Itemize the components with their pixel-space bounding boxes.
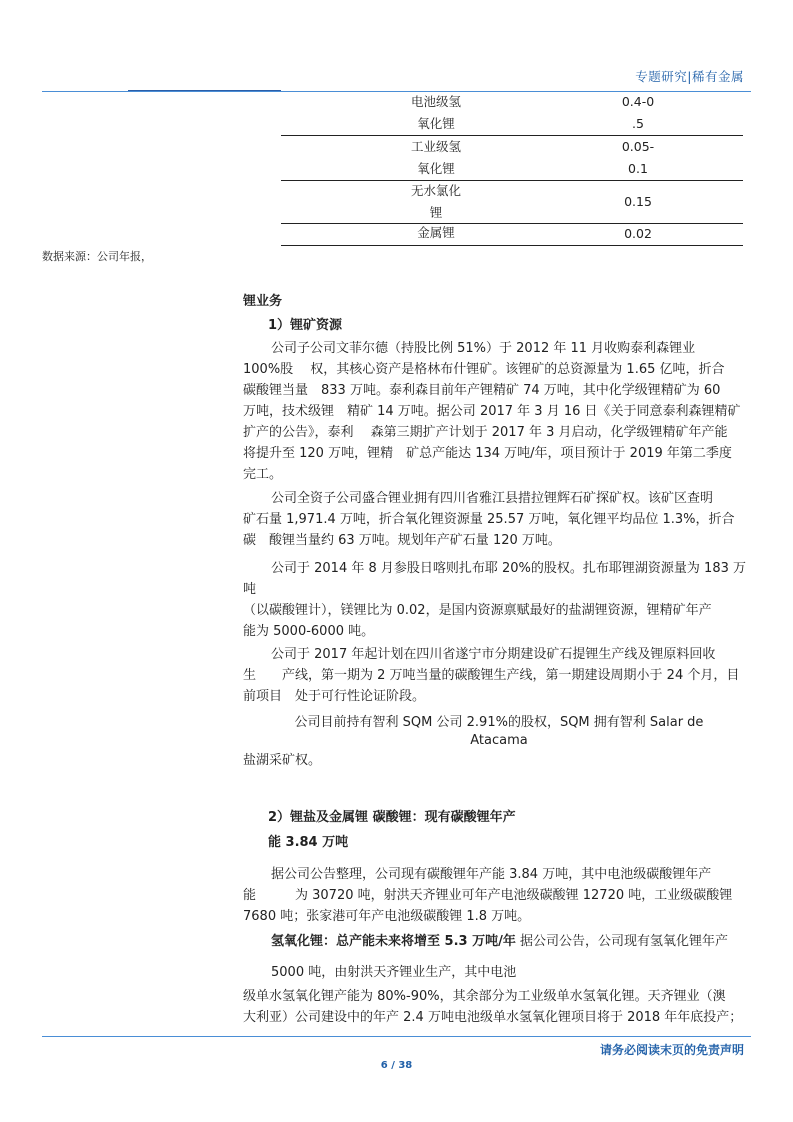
paragraph-hydroxide: 氢氧化锂：总产能未来将增至 5.3 万吨/年 据公司公告，公司现有氢氧化锂年产: [271, 934, 728, 949]
table-bottom-rule: [281, 245, 743, 246]
table-cell-product: 电池级氢 氧化锂: [410, 94, 461, 131]
section-heading: 锂业务: [243, 294, 283, 309]
paragraph-sqm: 公司目前持有智利 SQM 公司 2.91%的股权，SQM 拥有智利 Salar de Atacama: [294, 715, 704, 748]
data-source-note: 数据来源：公司年报，: [42, 250, 152, 263]
page-number: 6 / 38: [380, 1060, 413, 1071]
table-cell-product: 金属锂: [417, 225, 455, 240]
subheading-lithium-carbonate-cont: 能 3.84 万吨: [268, 835, 349, 850]
paragraph-sqm-end: 盐湖采矿权。: [243, 753, 322, 768]
table-cell-product: 工业级氢 氧化锂: [410, 139, 461, 176]
table-cell-value: 0.15: [624, 194, 652, 209]
report-category: 专题研究|稀有金属: [635, 69, 744, 84]
table-cell-product: 无水氯化 锂: [410, 183, 461, 220]
paragraph-hydroxide-line2: 5000 吨，由射洪天齐锂业生产，其中电池: [271, 965, 517, 980]
table-cell-value: 0.4-0 .5: [621, 94, 655, 131]
capacity-table: [281, 91, 743, 246]
table-row-rule: [281, 180, 743, 181]
paragraph-zabuye: 公司于 2014 年 8 月参股日喀则扎布耶 20%的股权。扎布耶锂湖资源量为 183 万 吨 （以碳酸锂计），镁锂比为 0.02，是国内资源禀赋最好的盐湖锂资源，锂精矿年产 能为 5000-6000 吨。: [243, 561, 746, 639]
subheading-lithium-carbonate: 2）锂盐及金属锂 碳酸锂：现有碳酸锂年产: [268, 810, 516, 825]
table-cell-value: 0.02: [624, 226, 652, 241]
table-cell-value: 0.05- 0.1: [621, 139, 655, 176]
paragraph-carbonate-capacity: 据公司公告整理，公司现有碳酸锂年产能 3.84 万吨，其中电池级碳酸锂年产 能 为 30720 吨，射洪天齐锂业可年产电池级碳酸锂 12720 吨，工业级碳酸锂 7680 吨；张家港可年产电池级碳酸锂 1.8 万吨。: [243, 867, 733, 924]
subheading-lithium-resources: 1）锂矿资源: [268, 318, 343, 333]
hydroxide-heading: 氢氧化锂：总产能未来将增至 5.3 万吨/年: [271, 934, 516, 949]
paragraph-hydroxide-cont: 级单水氢氧化锂产能为 80%-90%，其余部分为工业级单水氢氧化锂。天齐锂业（澳 大利亚）公司建设中的年产 2.4 万吨电池级单水氢氧化锂项目将于 2018 年年底投产；: [243, 989, 743, 1025]
footer-rule: [42, 1036, 751, 1037]
paragraph-suining: 公司于 2017 年起计划在四川省遂宁市分期建设矿石提锂生产线及锂原料回收 生 产线，第一期为 2 万吨当量的碳酸锂生产线，第一期建设周期小于 24 个月，目 前项目 处于可行性论证阶段。: [243, 647, 740, 704]
disclaimer-note: 请务必阅读末页的免责声明: [599, 1043, 744, 1057]
paragraph-shenghe: 公司全资子公司盛合锂业拥有四川省雅江县措拉锂辉石矿探矿权。该矿区查明 矿石量 1,971.4 万吨，折合氧化锂资源量 25.57 万吨，氧化锂平均品位 1.3%，折合 碳 酸锂当量约 63 万吨。规划年产矿石量 120 万吨。: [243, 491, 735, 548]
paragraph-talison: 公司子公司文菲尔德（持股比例 51%）于 2012 年 11 月收购泰利森锂业 100%股 权，其核心资产是格林布什锂矿。该锂矿的总资源量为 1.65 亿吨，折合 碳酸锂当量 833 万吨。泰利森目前年产锂精矿 74 万吨，其中化学级锂精矿为 60 万吨，技术级锂 精矿 14 万吨。据公司 2017 年 3 月 16 日《关于同意泰利森锂精矿 扩产的公告》，泰利 森第三期扩产计划于 2017 年 3 月启动，化学级锂精矿年产能 将提升至 120 万吨，锂精 矿总产能达 134 万吨/年，项目预计于 2019 年第二季度 完工。: [243, 341, 741, 482]
